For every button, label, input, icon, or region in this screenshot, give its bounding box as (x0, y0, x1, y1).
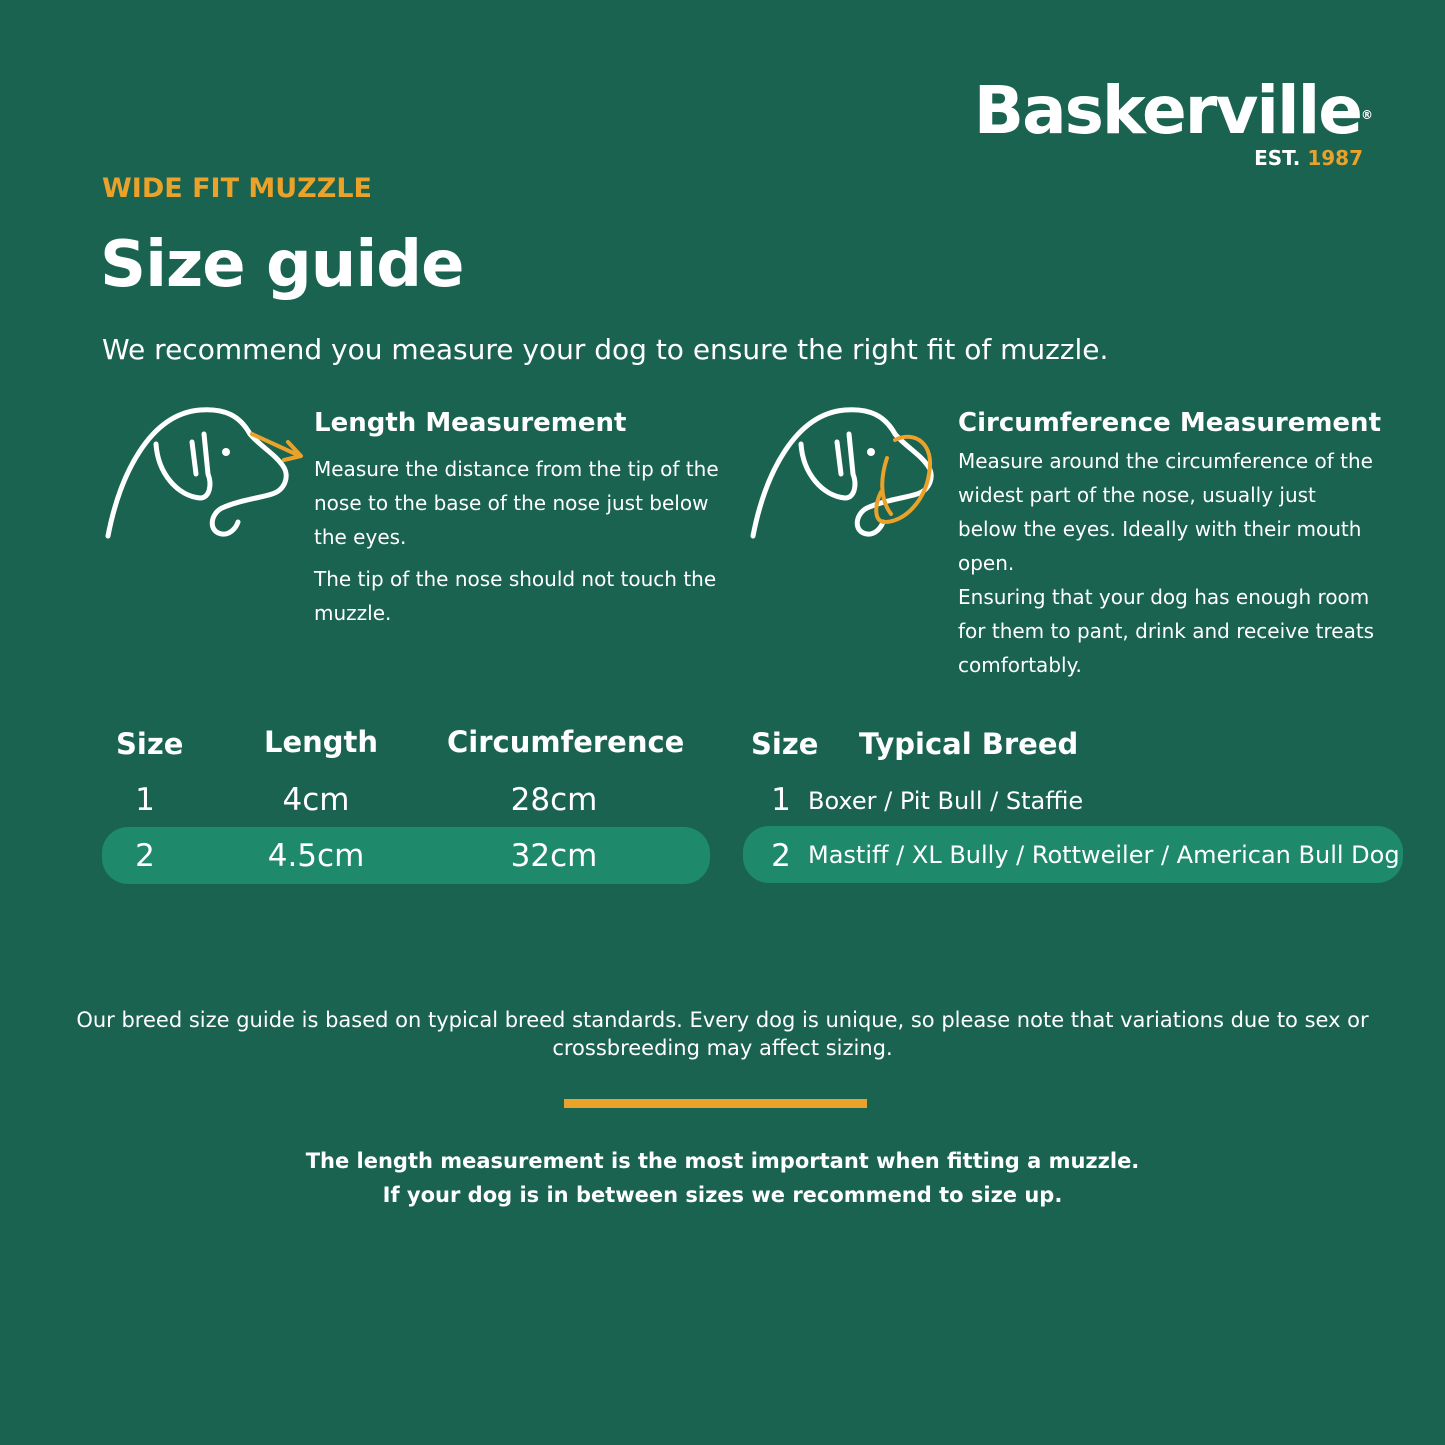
footer-advice (60, 1144, 1385, 1212)
brand-logo (973, 72, 1373, 170)
footer-line: The length measurement is the most important when fitting a muzzle. (305, 1149, 1140, 1173)
size-table-row (102, 782, 710, 828)
breed-cell: Boxer / Pit Bull / Staffie (808, 787, 1084, 815)
est-label: EST. (1254, 146, 1301, 170)
page-title: Size guide (100, 228, 464, 302)
accent-divider (564, 1099, 867, 1108)
length-measurement-text (314, 452, 724, 630)
dog-head-length-icon (100, 404, 310, 544)
circumference-paragraph: Ensuring that your dog has enough room for them to pant, drink and receive treats comfortably. (958, 585, 1375, 677)
length-measurement-title: Length Measurement (314, 408, 627, 438)
breed-guide-note: Our breed size guide is based on typical breed standards. Every dog is unique, so please note that variations due to sex or crossbreeding may affect sizing. (76, 1008, 1369, 1060)
circumference-cell: 32cm (510, 838, 598, 874)
size-table-header-size: Size (116, 727, 184, 761)
breed-cell: Mastiff / XL Bully / Rottweiler / American Bull Dog (808, 841, 1400, 869)
size-table-header-circumference: Circumference (447, 725, 685, 759)
product-eyebrow: WIDE FIT MUZZLE (102, 173, 372, 204)
intro-text: We recommend you measure your dog to ensure the right fit of muzzle. (102, 333, 1109, 366)
breed-size-cell: 1 (771, 782, 791, 818)
brand-name (973, 72, 1373, 149)
size-table-header-length: Length (264, 725, 379, 759)
length-cell: 4cm (282, 782, 350, 818)
footer-line: If your dog is in between sizes we recommend to size up. (382, 1183, 1063, 1207)
circumference-measurement-text (958, 444, 1378, 682)
size-table-row-highlighted (102, 827, 710, 884)
circumference-measurement-title: Circumference Measurement (958, 408, 1381, 438)
breed-table-row-highlighted (743, 826, 1403, 883)
dog-head-circumference-icon (745, 404, 955, 544)
breed-table-header-breed: Typical Breed (859, 727, 1079, 761)
registered-mark: ® (1361, 108, 1373, 122)
length-cell: 4.5cm (267, 838, 365, 874)
length-paragraph: Measure the distance from the tip of the nose to the base of the nose just below the eyes. (314, 457, 719, 549)
est-year: 1987 (1307, 146, 1363, 170)
circumference-paragraph: Measure around the circumference of the widest part of the nose, usually just below the eyes. Ideally with their mouth open. (958, 449, 1373, 575)
circumference-cell: 28cm (510, 782, 598, 818)
length-paragraph: The tip of the nose should not touch the muzzle. (314, 567, 717, 625)
breed-size-cell: 2 (771, 838, 791, 874)
breed-table-row (743, 782, 1403, 828)
brand-name-text: Baskerville (973, 72, 1361, 149)
size-cell: 1 (135, 782, 155, 818)
brand-established (974, 146, 1363, 170)
size-cell: 2 (135, 838, 155, 874)
breed-table-header-size: Size (751, 727, 819, 761)
